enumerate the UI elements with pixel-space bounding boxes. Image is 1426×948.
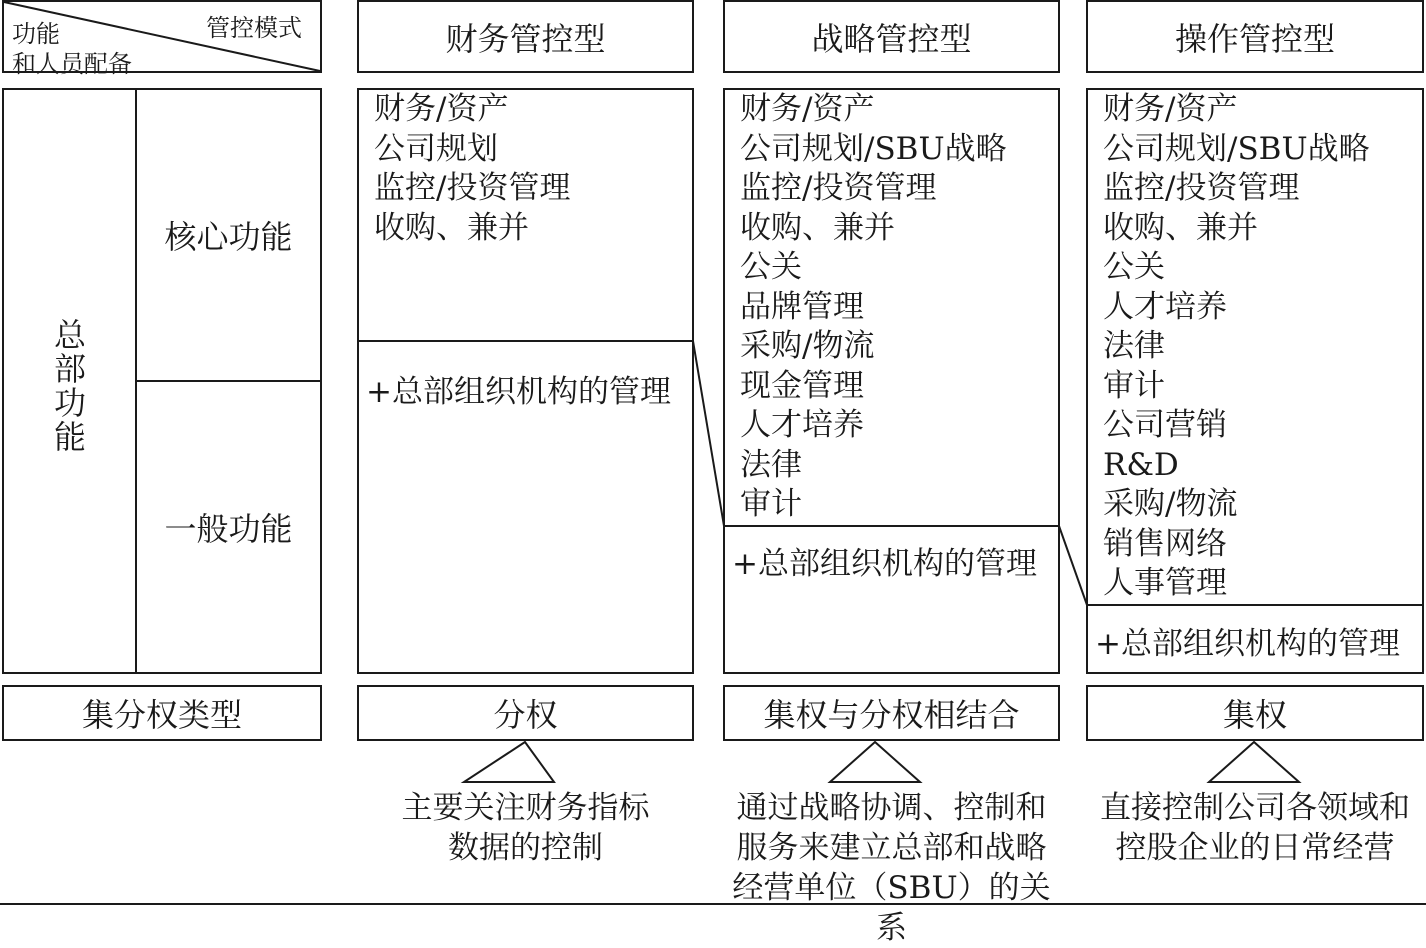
focus-line: 服务来建立总部和战略: [736, 830, 1047, 866]
focus-line: 控股企业的日常经营: [1115, 830, 1395, 866]
centralization-type-cell: [2, 685, 322, 741]
focus-line: 数据的控制: [448, 830, 603, 866]
corner-staffing-label: 和人员配备: [12, 50, 132, 78]
financial-focus-text: [357, 788, 694, 868]
list-item: 收购、兼并: [374, 209, 529, 246]
mode-title: 财务管控型: [445, 19, 606, 58]
mode-title: 战略管控型: [811, 19, 972, 58]
list-item: 法律: [1103, 328, 1165, 364]
strategic-centralization-cell: [723, 685, 1060, 741]
centralization-value: 集权与分权相结合: [763, 696, 1020, 734]
financial-core-list: [374, 90, 570, 248]
corner-diagonal: [4, 2, 320, 71]
list-item: 人才培养: [1103, 288, 1227, 325]
list-item: 人事管理: [1103, 565, 1227, 601]
list-item: 公关: [740, 249, 802, 285]
list-item: 公司营销: [1103, 407, 1227, 443]
list-item: 现金管理: [740, 367, 864, 404]
hq-function-label: 总部功能: [53, 316, 86, 456]
operational-focus-text: [1081, 788, 1426, 868]
list-item: 公司规划/SBU战略: [1103, 130, 1370, 167]
focus-line: 主要关注财务指标: [401, 790, 650, 826]
general-function-label: 一般功能: [164, 510, 293, 548]
list-item: 采购/物流: [740, 328, 875, 364]
list-item: 品牌管理: [740, 288, 864, 325]
list-item: R&D: [1103, 446, 1179, 483]
list-item: 人才培养: [740, 407, 864, 443]
strategic-operational-slant: [1059, 526, 1087, 605]
list-item: 收购、兼并: [740, 209, 895, 246]
list-item: 监控/投资管理: [374, 170, 571, 206]
operational-centralization-cell: [1086, 685, 1424, 741]
list-item: 法律: [740, 446, 802, 483]
financial-strategic-slant: [693, 341, 724, 526]
list-item: 收购、兼并: [1103, 209, 1258, 246]
operational-pointer-triangle: [1209, 742, 1299, 782]
focus-line: 经营单位（SBU）的关系: [732, 870, 1051, 946]
strategic-focus-text: [718, 788, 1065, 948]
centralization-value: 集权: [1222, 696, 1287, 734]
focus-line: 直接控制公司各领域和: [1100, 790, 1410, 826]
list-item: 公司规划: [374, 130, 498, 167]
list-item: 公关: [1103, 249, 1165, 285]
centralization-value: 分权: [493, 696, 558, 734]
strategic-core-list: [740, 90, 1007, 525]
operational-core-list: [1103, 90, 1370, 604]
list-item: 监控/投资管理: [740, 170, 937, 206]
list-item: 销售网络: [1103, 525, 1227, 562]
focus-line: 通过战略协调、控制和: [736, 790, 1047, 826]
strategic-general-item: +总部组织机构的管理: [732, 546, 1037, 582]
list-item: 财务/资产: [740, 91, 875, 127]
list-item: 财务/资产: [1103, 91, 1238, 127]
list-item: 审计: [1103, 367, 1165, 404]
core-function-label: 核心功能: [164, 218, 293, 256]
list-item: 财务/资产: [374, 91, 509, 127]
operational-general-item: +总部组织机构的管理: [1095, 626, 1400, 662]
list-item: 采购/物流: [1103, 486, 1238, 522]
corner-mode-label: 管控模式: [206, 14, 302, 42]
strategic-pointer-triangle: [830, 742, 920, 782]
list-item: 公司规划/SBU战略: [740, 130, 1007, 167]
list-item: 监控/投资管理: [1103, 170, 1300, 206]
corner-function-label: 功能: [12, 20, 60, 48]
mode-title: 操作管控型: [1174, 19, 1335, 58]
financial-centralization-cell: [357, 685, 694, 741]
financial-general-item: +总部组织机构的管理: [366, 374, 671, 410]
financial-pointer-triangle: [464, 742, 554, 782]
centralization-type-label: 集分权类型: [81, 696, 242, 734]
list-item: 审计: [740, 486, 802, 522]
